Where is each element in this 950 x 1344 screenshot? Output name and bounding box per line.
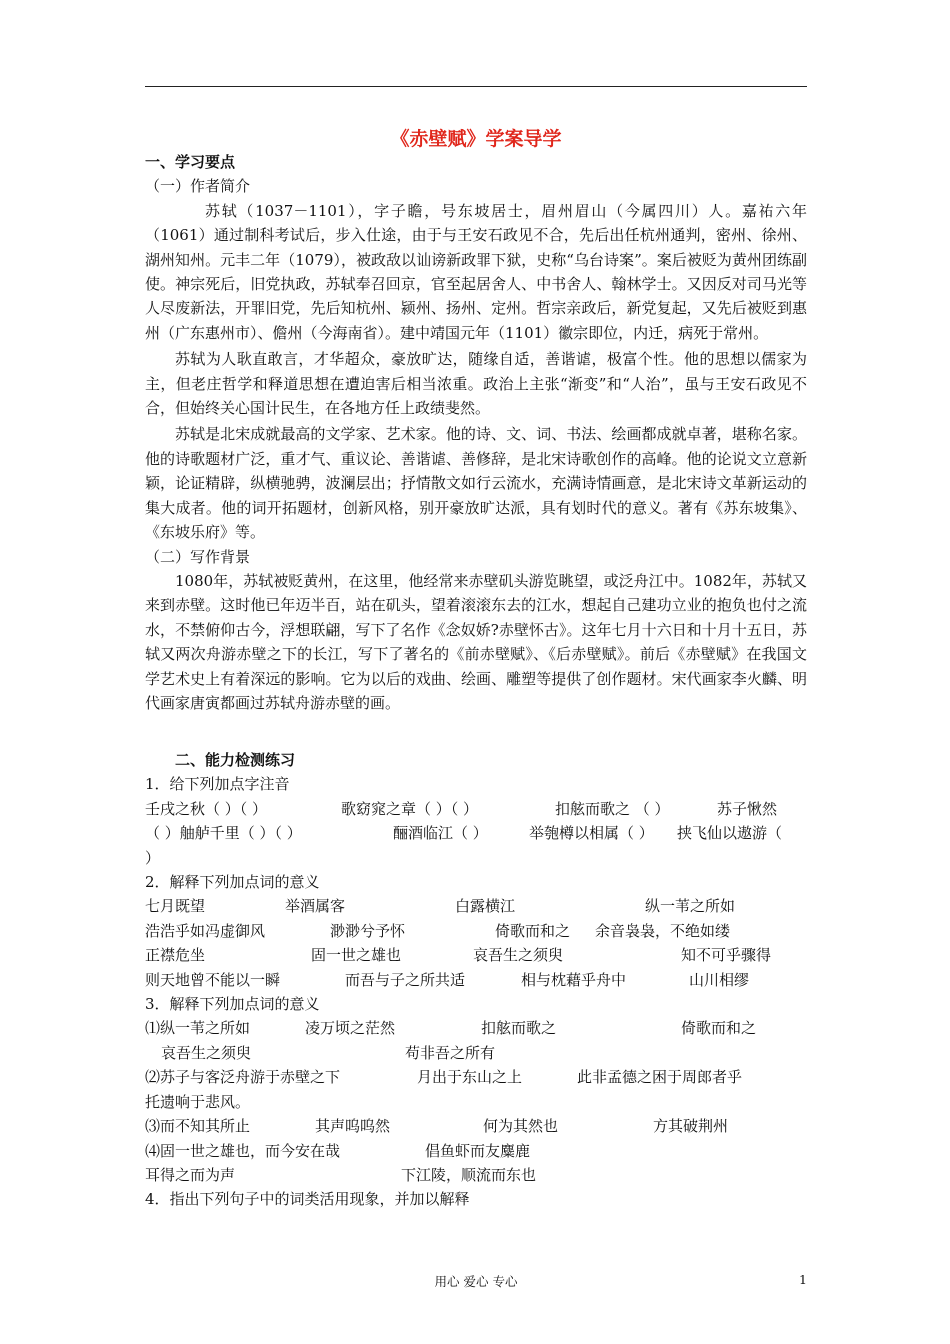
exercise-item: ⑷固一世之雄也，而今安在哉 (145, 1141, 341, 1160)
q1-title: 1．给下列加点字注音 (145, 775, 290, 794)
exercise-item: 何为其然也 (483, 1117, 559, 1136)
exercise-item: 倚歌而和之 (495, 921, 571, 940)
document-title: 《赤壁赋》学案导学 (390, 128, 562, 150)
author-intro-heading: （一）作者简介 (145, 177, 251, 196)
exercise-item: 余音袅袅，不绝如缕 (595, 921, 731, 940)
q2-title: 2．解释下列加点词的意义 (145, 873, 320, 892)
exercise-item: 苏子愀然 (717, 799, 778, 818)
section1-heading: 一、学习要点 (145, 153, 236, 171)
author-para-1: 苏轼（1037－1101），字子瞻，号东坡居士，眉州眉山（今属四川）人。嘉祐六年（1061）通过制科考试后，步入仕途，由于与王安石政见不合，先后出任杭州通判，密州、徐州、湖州知州。元丰二年（1079），被政敌以讪谤新政罪下狱，史称“乌台诗案”。案后被贬为黄州团练副使。神宗死后，旧党执政，苏轼奉召回京，官至起居舍人、中书舍人、翰林学士。又因反对司马光等人尽废新法，开罪旧党，先后知杭州、颍州、扬州、定州。哲宗亲政后，新党复起，又先后被贬到惠州（广东惠州市）、儋州（今海南省）。建中靖国元年（1101）徽宗即位，内迁，病死于常州。 (145, 201, 807, 342)
section-exercises (145, 748, 807, 1212)
section-learning-points (145, 150, 807, 715)
q1-line-1 (145, 797, 807, 821)
exercise-item: 知不可乎骤得 (681, 946, 772, 965)
q3-row: 托遗响于悲风。 (145, 1092, 251, 1111)
exercise-item: 山川相缪 (689, 970, 750, 989)
q2-row (145, 919, 807, 943)
exercise-item: 下江陵，顺流而东也 (401, 1165, 537, 1184)
exercise-item: 其声呜呜然 (315, 1117, 391, 1136)
background-heading: （二）写作背景 (145, 547, 251, 566)
exercise-item: 倚歌而和之 (681, 1019, 757, 1038)
exercise-item: 正襟危坐 (145, 946, 206, 965)
exercise-item: ⑵苏子与客泛舟游于赤壁之下 (145, 1068, 341, 1087)
exercise-item: 扣舷而歌之 （ ） (555, 799, 670, 818)
page-number: 1 (799, 1272, 807, 1287)
exercise-item: 挟飞仙以遨游（ (677, 824, 783, 843)
author-para-2: 苏轼为人耿直敢言，才华超众，豪放旷达，随缘自适，善谐谑，极富个性。他的思想以儒家为主，但老庄哲学和释道思想在遭迫害后相当浓重。政治上主张“渐变”和“人治”，虽与王安石政见不合，但始终关心国计民生，在各地方任上政绩斐然。 (145, 350, 807, 418)
exercise-item: 酾酒临江（ ） (393, 824, 488, 843)
exercise-item: 倡鱼虾而友麋鹿 (425, 1141, 531, 1160)
author-para-3: 苏轼是北宋成就最高的文学家、艺术家。他的诗、文、词、书法、绘画都成就卓著，堪称名家。他的诗歌题材广泛，重才气、重议论、善谐谑、善修辞，是北宋诗歌创作的高峰。他的论说文立意新颖，论证精辟，纵横驰骋，波澜层出；抒情散文如行云流水，充满诗情画意，是北宋诗文革新运动的集大成者。他的词开拓题材，创新风格，别开豪放旷达派，具有划时代的意义。著有《苏东坡集》、《东坡乐府》等。 (145, 425, 807, 542)
exercise-item: 举匏樽以相属（ ） (529, 824, 654, 843)
exercise-item: 哀吾生之须臾 (161, 1043, 252, 1062)
exercise-item: 苟非吾之所有 (405, 1043, 496, 1062)
page-footer (145, 1272, 807, 1292)
q3-row (145, 1041, 807, 1065)
q1-line-2 (145, 821, 807, 845)
exercise-item: 相与枕藉乎舟中 (521, 970, 627, 989)
exercise-item: 纵一苇之所如 (645, 897, 736, 916)
q3-row (145, 1139, 807, 1163)
exercise-item: 渺渺兮予怀 (330, 921, 406, 940)
exercise-item: 白露横江 (455, 897, 516, 916)
background-para: 1080年，苏轼被贬黄州，在这里，他经常来赤壁矶头游览眺望，或泛舟江中。1082年，苏轼又来到赤壁。这时他已年迈半百，站在矶头，望着滚滚东去的江水，想起自己建功立业的抱负也付之流水，不禁俯仰古今，浮想联翩，写下了名作《念奴娇?赤壁怀古》。这年七月十六日和十月十五日，苏轼又两次舟游赤壁之下的长江，写下了著名的《前赤壁赋》、《后赤壁赋》。前后《赤壁赋》在我国文学艺术史上有着深远的影响。它为以后的戏曲、绘画、雕塑等提供了创作题材。宋代画家李火麟、明代画家唐寅都画过苏轼舟游赤壁的画。 (145, 571, 807, 712)
exercise-item: 歌窈窕之章（ ）（ ） (341, 799, 479, 818)
exercise-item: ⑴纵一苇之所如 (145, 1019, 251, 1038)
exercise-item: 此非孟德之困于周郎者乎 (577, 1068, 743, 1087)
exercise-item: 月出于东山之上 (417, 1068, 523, 1087)
q3-row (145, 1065, 807, 1089)
section2-heading: 二、能力检测练习 (175, 751, 296, 769)
q2-row (145, 894, 807, 918)
q3-title: 3．解释下列加点词的意义 (145, 995, 320, 1014)
exercise-item: 举酒属客 (285, 897, 346, 916)
exercise-item: 壬戌之秋（ ）（ ） (145, 799, 268, 818)
exercise-item: 扣舷而歌之 (481, 1019, 557, 1038)
footer-text: 用心 爱心 专心 (434, 1274, 518, 1289)
exercise-item: 浩浩乎如冯虚御风 (145, 921, 266, 940)
exercise-item: 而吾与子之所共适 (345, 970, 466, 989)
exercise-item: 方其破荆州 (653, 1117, 729, 1136)
q4-title: 4．指出下列句子中的词类活用现象，并加以解释 (145, 1190, 470, 1209)
exercise-item: （ ）舳舻千里（ ）（ ） (145, 824, 302, 843)
exercise-item: 耳得之而为声 (145, 1165, 236, 1184)
q3-row (145, 1016, 807, 1040)
q1-line-3: ） (145, 848, 161, 867)
q2-row (145, 968, 807, 992)
exercise-item: 哀吾生之须臾 (473, 946, 564, 965)
q2-row (145, 943, 807, 967)
header-rule (145, 86, 807, 87)
exercise-item: 七月既望 (145, 897, 206, 916)
exercise-item: 固一世之雄也 (311, 946, 402, 965)
q3-row (145, 1163, 807, 1187)
exercise-item: ⑶而不知其所止 (145, 1117, 251, 1136)
exercise-item: 则天地曾不能以一瞬 (145, 970, 281, 989)
q3-row (145, 1114, 807, 1138)
exercise-item: 凌万顷之茫然 (305, 1019, 396, 1038)
